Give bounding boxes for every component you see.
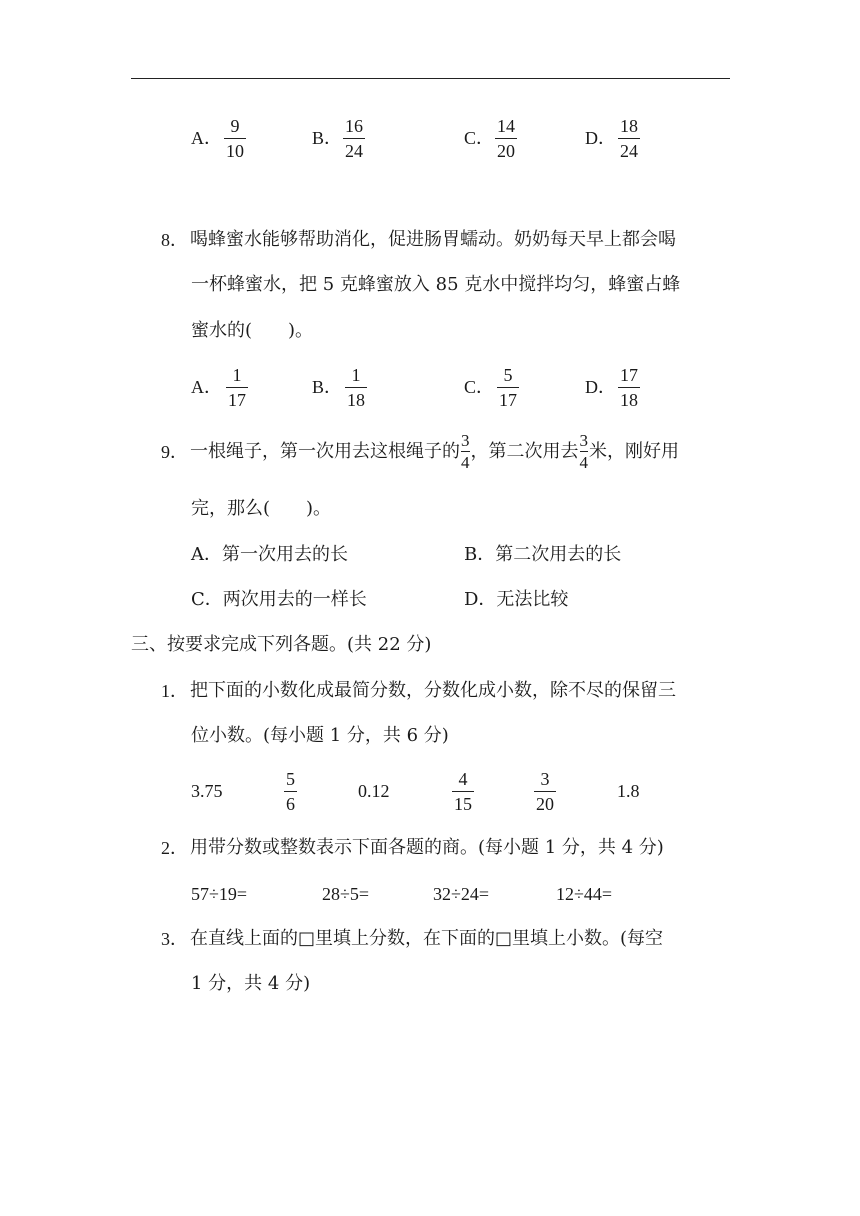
fraction-numerator: 16 (345, 116, 363, 136)
s3-q2-expression: 28÷5= (322, 884, 370, 904)
s3-q3-text-line-2: 1 分，共 4 分) (191, 973, 311, 994)
q8-text-line-2: 一杯蜂蜜水，把 5 克蜂蜜放入 85 克水中搅拌均匀，蜂蜜占蜂 (191, 274, 681, 295)
q9-number: 9． (161, 442, 188, 462)
q8-option-c-letter: C． (464, 377, 495, 397)
q7-option-d-fraction (618, 117, 640, 160)
q7-option-c-fraction (495, 117, 517, 160)
q8-text-line-1: 喝蜂蜜水能够帮助消化，促进肠胃蠕动。奶奶每天早上都会喝 (190, 229, 676, 250)
fraction-numerator: 1 (232, 365, 242, 385)
q9-text-line-2: 完，那么( )。 (191, 498, 332, 519)
fraction-numerator: 1 (351, 365, 361, 385)
q8-option-a-letter: A． (191, 377, 222, 397)
section-3-title: 三、按要求完成下列各题。(共 22 分) (131, 634, 432, 655)
fraction-numerator: 9 (230, 116, 240, 136)
s3-q2-number: 2． (161, 838, 188, 858)
s3-q1-text-line-2: 位小数。(每小题 1 分，共 6 分) (191, 725, 449, 746)
s3-q1-number: 1． (161, 681, 188, 701)
s3-q1-item-decimal: 1.8 (617, 781, 640, 801)
fraction-numerator: 5 (286, 769, 295, 789)
q9-option-a: A．第一次用去的长 (191, 544, 348, 565)
q8-option-c-fraction (497, 366, 519, 409)
q9-option-c: C．两次用去的一样长 (191, 589, 367, 610)
fraction-denominator: 18 (618, 387, 640, 409)
s3-q1-item-fraction (284, 770, 297, 813)
fraction-denominator: 20 (495, 138, 517, 160)
fraction-denominator: 6 (284, 791, 297, 813)
fraction-denominator: 24 (618, 138, 640, 160)
q8-option-a-fraction (226, 366, 248, 409)
q9-text-part-1: 一根绳子，第一次用去这根绳子的 (190, 441, 460, 462)
q8-option-d-fraction (618, 366, 640, 409)
top-divider (131, 78, 730, 79)
s3-q2-expression: 57÷19= (191, 884, 248, 904)
s3-q1-item-fraction (452, 770, 474, 813)
s3-q2-expression: 12÷44= (556, 884, 613, 904)
q9-text-line-1 (190, 432, 679, 472)
fraction-numerator: 3 (579, 430, 588, 450)
q9-option-b: B．第二次用去的长 (464, 544, 622, 565)
s3-q1-item-fraction (534, 770, 556, 813)
fraction-denominator: 4 (461, 452, 470, 472)
fraction-denominator: 24 (343, 138, 365, 160)
q8-option-b-letter: B． (312, 377, 343, 397)
fraction-numerator: 18 (620, 116, 638, 136)
fraction-denominator: 4 (579, 452, 588, 472)
s3-q3-text-line-1: 在直线上面的□里填上分数，在下面的□里填上小数。(每空 (190, 928, 664, 949)
q8-option-b-fraction (345, 366, 367, 409)
s3-q2-expression: 32÷24= (433, 884, 490, 904)
s3-q1-item-decimal: 3.75 (191, 781, 223, 801)
s3-q3-number: 3． (161, 929, 188, 949)
q7-option-a-letter: A． (191, 128, 222, 148)
q8-text-line-3: 蜜水的( )。 (191, 320, 314, 341)
q7-option-b-letter: B． (312, 128, 343, 148)
q8-option-d-letter: D． (585, 377, 616, 397)
fraction-denominator: 15 (452, 791, 474, 813)
q7-option-a-fraction (224, 117, 246, 160)
fraction-denominator: 20 (534, 791, 556, 813)
fraction-denominator: 18 (345, 387, 367, 409)
fraction-denominator: 17 (497, 387, 519, 409)
q9-fraction-2 (580, 432, 589, 471)
q9-text-part-3: 米，刚好用 (589, 441, 679, 462)
s3-q1-item-decimal: 0.12 (358, 781, 390, 801)
fraction-numerator: 4 (458, 769, 468, 789)
q9-option-d: D．无法比较 (464, 589, 569, 610)
fraction-numerator: 3 (540, 769, 550, 789)
q9-text-part-2: ，第二次用去 (470, 441, 579, 462)
fraction-numerator: 3 (461, 430, 470, 450)
s3-q1-text-line-1: 把下面的小数化成最简分数，分数化成小数，除不尽的保留三 (190, 680, 676, 701)
fraction-numerator: 14 (497, 116, 515, 136)
fraction-numerator: 17 (620, 365, 638, 385)
q9-fraction-1 (461, 432, 470, 471)
s3-q2-text-line-1: 用带分数或整数表示下面各题的商。(每小题 1 分，共 4 分) (190, 837, 664, 858)
q7-option-c-letter: C． (464, 128, 495, 148)
q7-option-b-fraction (343, 117, 365, 160)
q7-option-d-letter: D． (585, 128, 616, 148)
fraction-numerator: 5 (503, 365, 513, 385)
q8-number: 8． (161, 230, 188, 250)
fraction-denominator: 17 (226, 387, 248, 409)
fraction-denominator: 10 (224, 138, 246, 160)
